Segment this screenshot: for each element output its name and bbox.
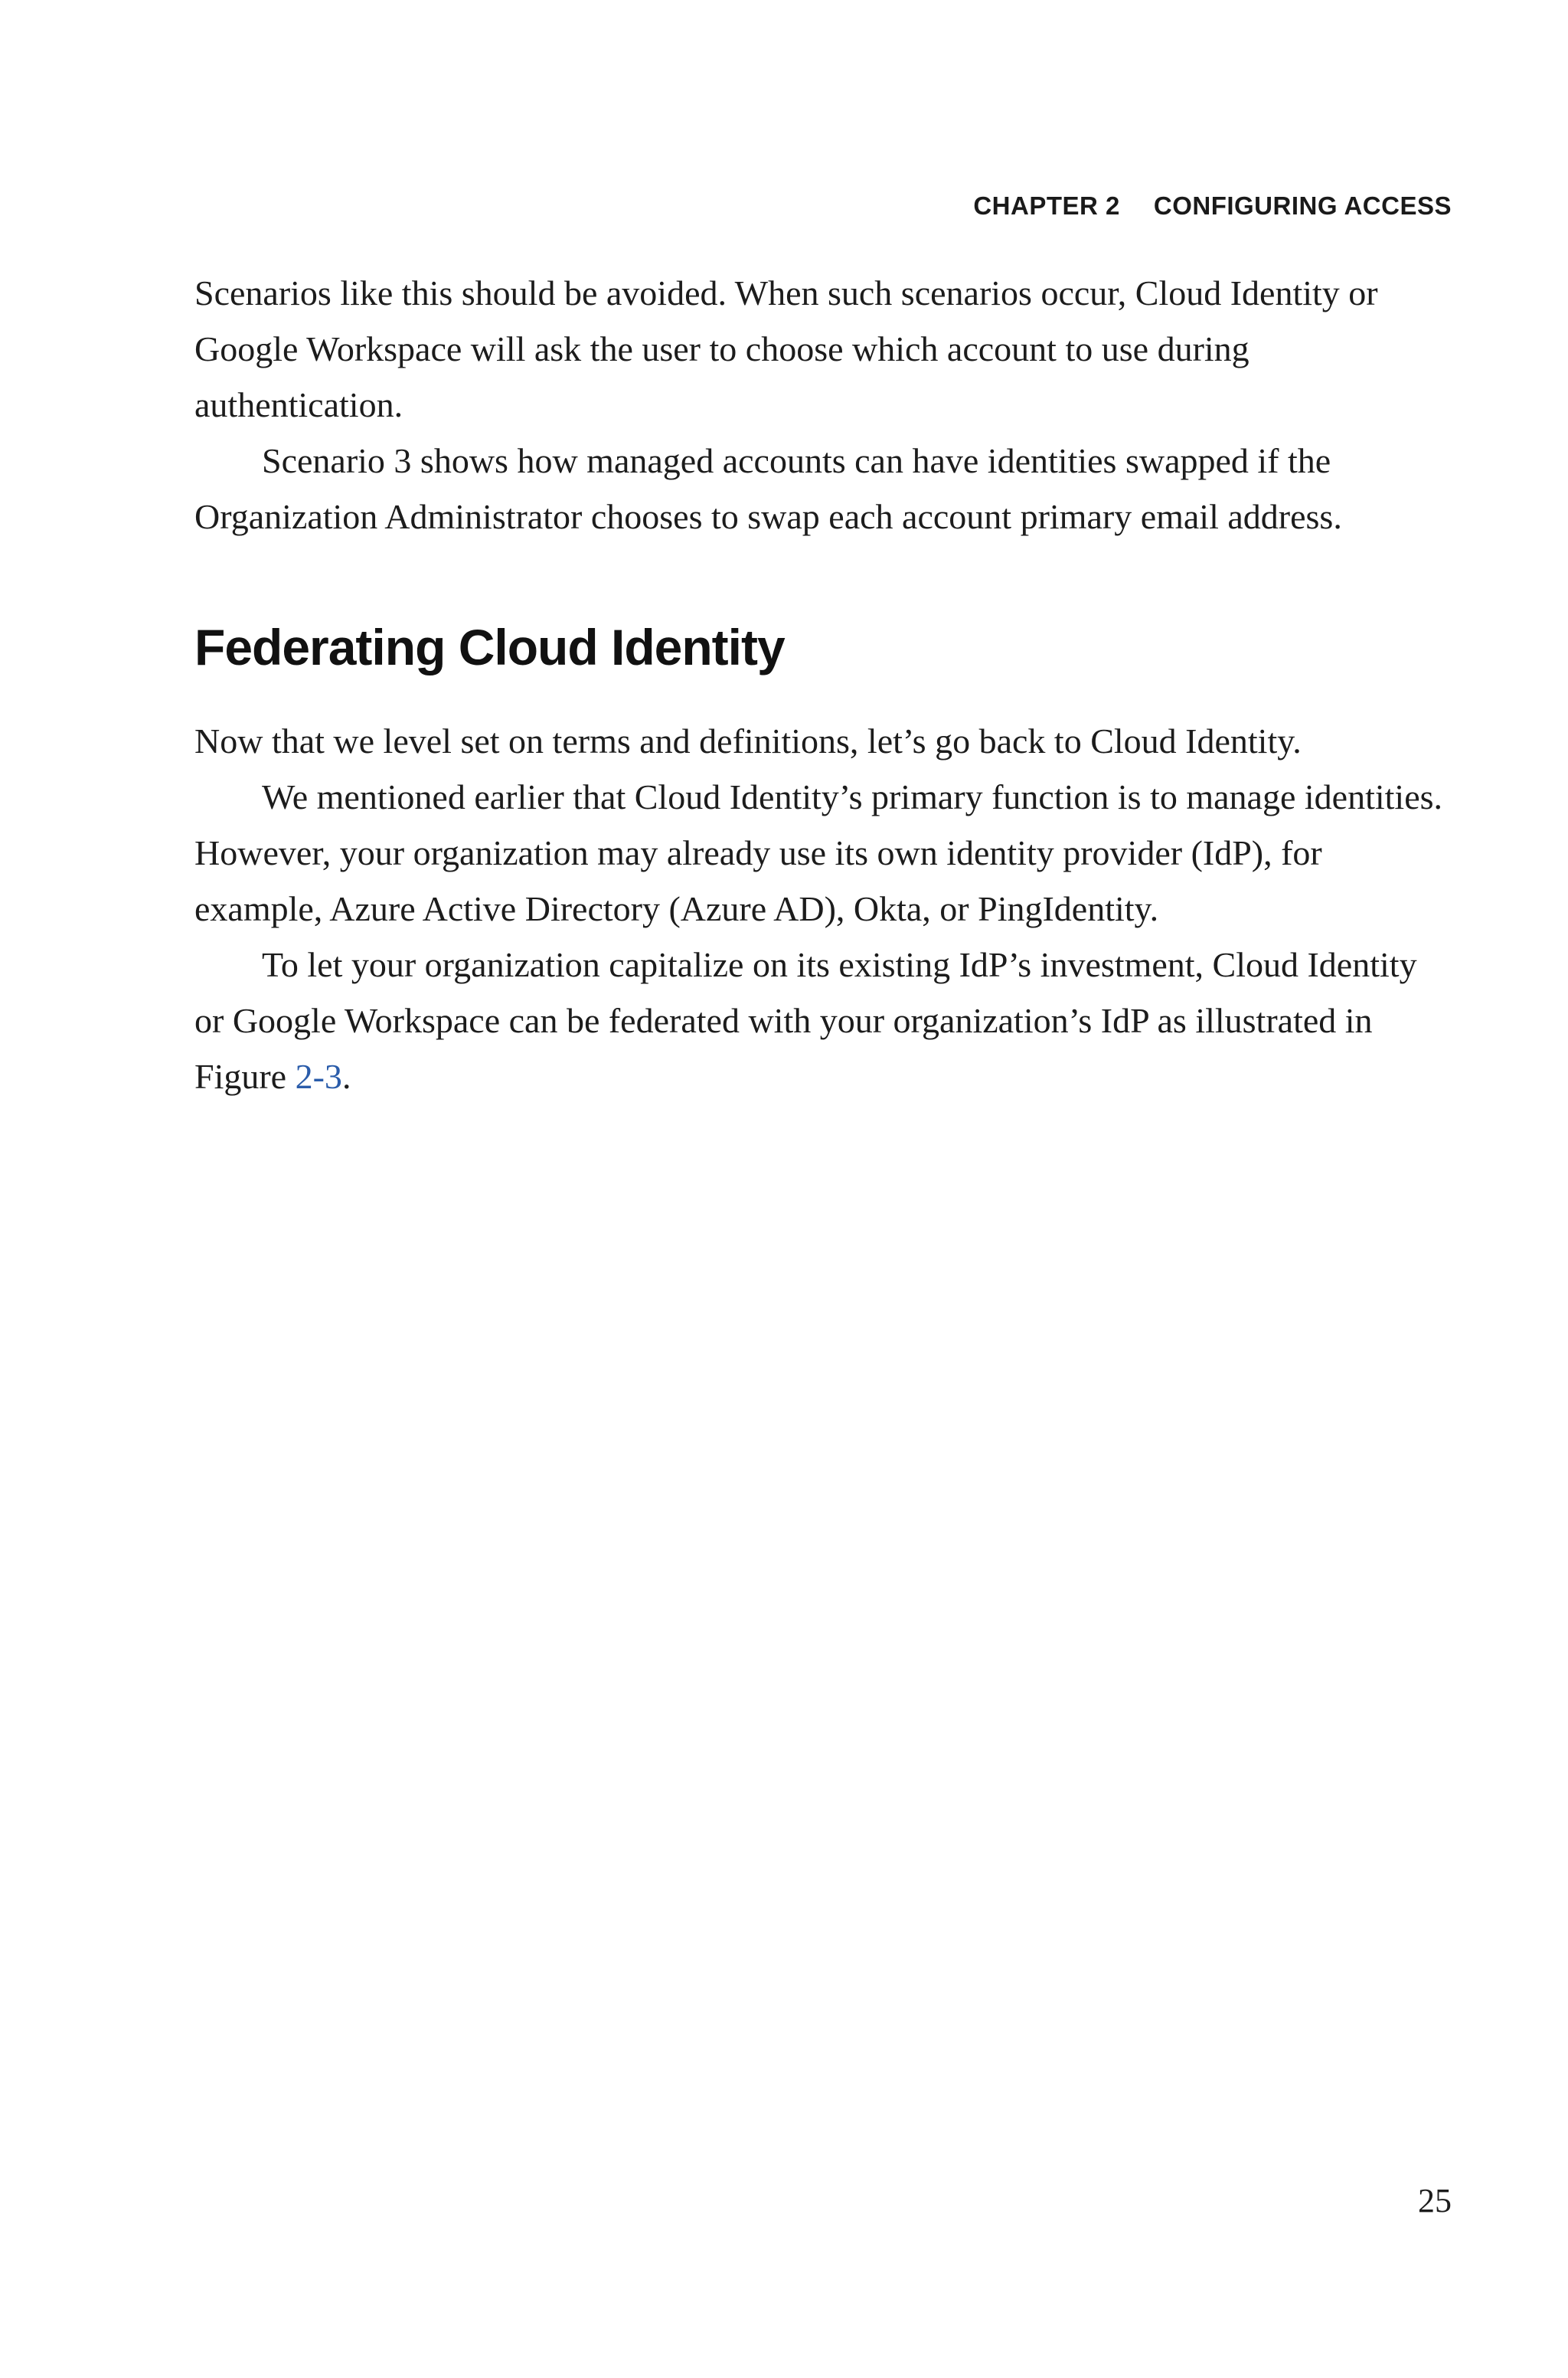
page-number: 25 (1418, 2182, 1452, 2219)
section-heading: Federating Cloud Identity (194, 619, 785, 675)
page-body (194, 265, 1452, 1104)
paragraph-scenario3: Scenario 3 shows how managed accounts can have identities swapped if the Organization Administrator chooses to swap each account primary email address. (194, 441, 1342, 536)
paragraph-federate-period: . (341, 1057, 351, 1096)
paragraph-scenarios: Scenarios like this should be avoided. When such scenarios occur, Cloud Identity or Google Workspace will ask the user to choose which account to use during authentication. (194, 273, 1378, 424)
chapter-title: CONFIGURING ACCESS (1153, 191, 1452, 220)
figure-2-3-link[interactable]: 2-3 (295, 1057, 342, 1096)
paragraph-now-that: Now that we level set on terms and definitions, let’s go back to Cloud Identity. (194, 721, 1302, 761)
paragraph-we-mentioned: We mentioned earlier that Cloud Identity’s primary function is to manage identities. However, your organization may already use its own identity provider (IdP), for example, Azure Active Directory (Azure AD), Okta, or PingIdentity. (194, 777, 1443, 928)
paragraph-federate-text: To let your organization capitalize on its existing IdP’s investment, Cloud Identity or Google Workspace can be federated with your organization’s IdP as illustrated in Figure (194, 945, 1417, 1096)
running-header (194, 191, 1452, 221)
chapter-label: CHAPTER 2 (973, 191, 1120, 220)
paragraph-federate (194, 937, 1452, 1104)
